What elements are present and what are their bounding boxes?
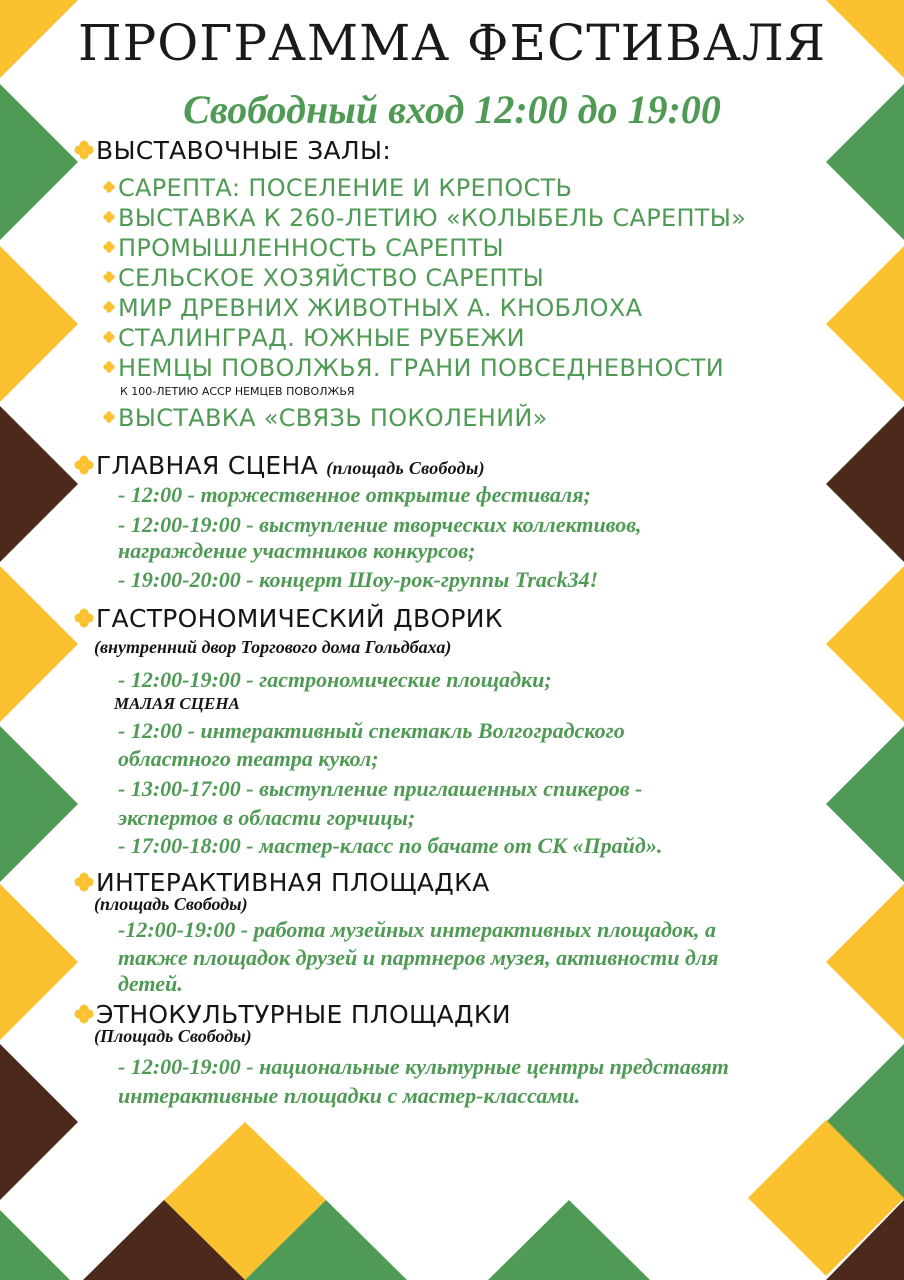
page-title: ПРОГРАММА ФЕСТИВАЛЯ: [78, 14, 826, 72]
clover-bullet-icon: [74, 455, 94, 475]
schedule-line: - 13:00-17:00 - выступление приглашенных спикеров -: [118, 776, 643, 801]
schedule-line: - 12:00-19:00 - выступление творческих коллективов,: [118, 512, 642, 537]
schedule-line: награждение участников конкурсов;: [118, 538, 476, 563]
hall-item: [103, 324, 525, 352]
schedule-line: также площадок друзей и партнеров музея, активности для: [118, 945, 719, 970]
clover-bullet-icon: [74, 140, 94, 160]
clover-bullet-icon: [74, 872, 94, 892]
interactive-location: (площадь Свободы): [94, 894, 248, 914]
clover-bullet-icon: [103, 361, 115, 373]
hall-item: [103, 204, 746, 232]
hall-item: [103, 294, 642, 322]
schedule-line: - 19:00-20:00 - концерт Шоу-рок-группы Track34!: [118, 567, 599, 592]
small-stage-label: МАЛАЯ СЦЕНА: [114, 694, 240, 713]
clover-bullet-icon: [103, 241, 115, 253]
schedule-line: -12:00-19:00 - работа музейных интерактивных площадок, а: [118, 917, 717, 942]
clover-bullet-icon: [74, 608, 94, 628]
hall-item: [103, 174, 572, 202]
exhibition-heading: [74, 136, 391, 165]
clover-bullet-icon: [103, 411, 115, 423]
main-stage-location: (площадь Свободы): [326, 458, 485, 478]
schedule-line: детей.: [118, 971, 183, 996]
hall-item-text: САРЕПТА: ПОСЕЛЕНИЕ И КРЕПОСТЬ: [118, 174, 573, 202]
schedule-line: - 12:00-19:00 - национальные культурные центры представят: [118, 1054, 729, 1079]
gastro-heading: [74, 604, 503, 633]
hall-item-text: СЕЛЬСКОЕ ХОЗЯЙСТВО САРЕПТЫ: [118, 264, 545, 292]
main-stage-heading-text: ГЛАВНАЯ СЦЕНА: [96, 451, 318, 480]
ethno-heading-text: ЭТНОКУЛЬТУРНЫЕ ПЛОЩАДКИ: [96, 1000, 511, 1029]
schedule-line: - 12:00 - интерактивный спектакль Волгоградского: [118, 718, 625, 743]
clover-bullet-icon: [103, 331, 115, 343]
clover-bullet-icon: [103, 271, 115, 283]
schedule-line: - 12:00-19:00 - гастрономические площадки;: [118, 667, 552, 692]
clover-bullet-icon: [103, 181, 115, 193]
hall-item: [103, 354, 724, 382]
hall-item: [103, 234, 504, 262]
gastro-heading-text: ГАСТРОНОМИЧЕСКИЙ ДВОРИК: [96, 604, 503, 633]
schedule-line: областного театра кукол;: [118, 746, 379, 771]
hall-item-text: ВЫСТАВКА К 260-ЛЕТИЮ «КОЛЫБЕЛЬ САРЕПТЫ»: [118, 204, 747, 232]
ethno-heading: [74, 1000, 511, 1029]
hall-note: К 100-ЛЕТИЮ АССР НЕМЦЕВ ПОВОЛЖЬЯ: [120, 385, 355, 398]
gastro-location: (внутренний двор Торгового дома Гольдбаха): [94, 637, 452, 657]
clover-bullet-icon: [103, 211, 115, 223]
interactive-heading: [74, 868, 490, 897]
schedule-line: экспертов в области горчицы;: [118, 805, 416, 830]
hall-item: [103, 264, 544, 292]
hall-item-text: НЕМЦЫ ПОВОЛЖЬЯ. ГРАНИ ПОВСЕДНЕВНОСТИ: [118, 354, 724, 382]
hall-item: [103, 404, 548, 432]
schedule-line: интерактивные площадки с мастер-классами.: [118, 1083, 581, 1108]
schedule-line: - 12:00 - торжественное открытие фестиваля;: [118, 482, 591, 507]
main-stage-heading: [74, 451, 485, 480]
schedule-line: - 17:00-18:00 - мастер-класс по бачате от СК «Прайд».: [118, 833, 663, 858]
hall-item-text: МИР ДРЕВНИХ ЖИВОТНЫХ А. КНОБЛОХА: [118, 294, 643, 322]
free-entry-subtitle: Свободный вход 12:00 до 19:00: [183, 87, 721, 132]
hall-item-text: ВЫСТАВКА «СВЯЗЬ ПОКОЛЕНИЙ»: [118, 404, 548, 432]
clover-bullet-icon: [103, 301, 115, 313]
hall-item-text: СТАЛИНГРАД. ЮЖНЫЕ РУБЕЖИ: [118, 324, 525, 352]
clover-bullet-icon: [74, 1004, 94, 1024]
ethno-location: (Площадь Свободы): [94, 1026, 252, 1046]
interactive-heading-text: ИНТЕРАКТИВНАЯ ПЛОЩАДКА: [96, 868, 490, 897]
hall-item-text: ПРОМЫШЛЕННОСТЬ САРЕПТЫ: [118, 234, 504, 262]
exhibition-heading-text: ВЫСТАВОЧНЫЕ ЗАЛЫ:: [96, 136, 392, 165]
